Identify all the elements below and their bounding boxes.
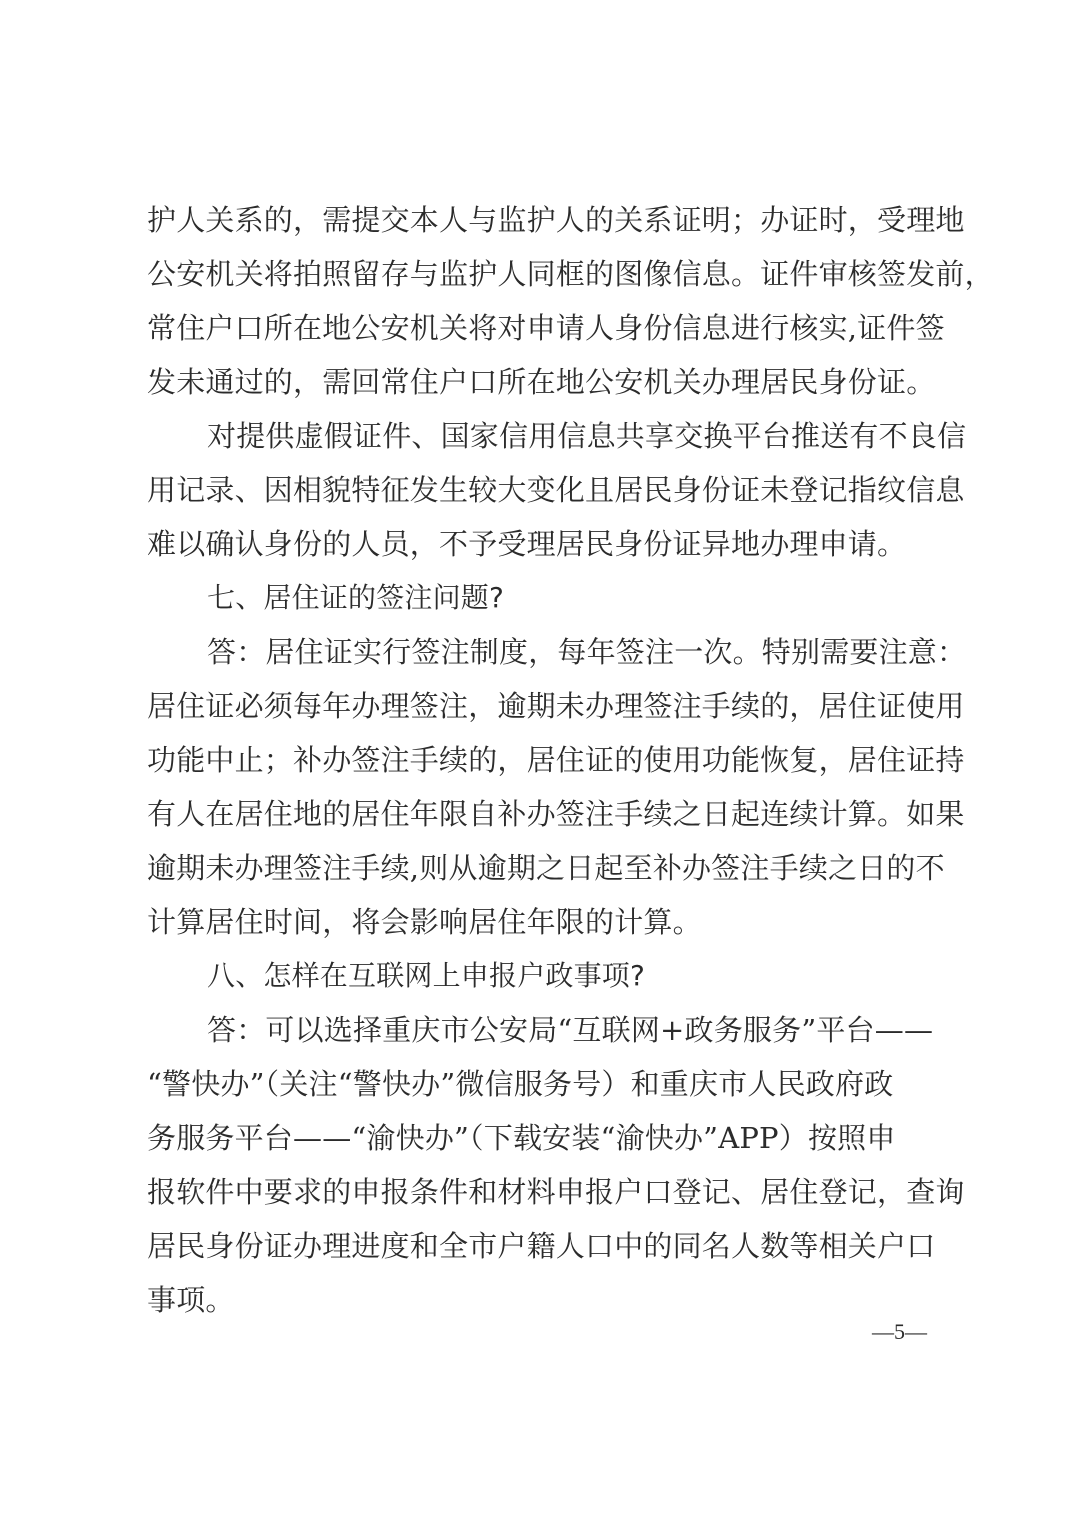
text-line: 居住证必须每年办理签注，逾期未办理签注手续的，居住证使用 <box>147 689 965 723</box>
text-line: 答：居住证实行签注制度，每年签注一次。特别需要注意： <box>207 635 967 669</box>
section-heading: 八、怎样在互联网上申报户政事项? <box>207 959 646 992</box>
page-number: —5— <box>872 1319 927 1344</box>
text-line: 居民身份证办理进度和全市户籍人口中的同名人数等相关户口 <box>147 1229 936 1263</box>
section-heading: 七、居住证的签注问题? <box>207 581 505 614</box>
text-line: 难以确认身份的人员，不予受理居民身份证异地办理申请。 <box>147 527 907 561</box>
body-text <box>147 193 994 1327</box>
text-line: 有人在居住地的居住年限自补办签注手续之日起连续计算。如果 <box>147 797 965 831</box>
text-line: 逾期未办理签注手续,则从逾期之日起至补办签注手续之日的不 <box>147 851 945 885</box>
text-line: 功能中止；补办签注手续的，居住证的使用功能恢复，居住证持 <box>147 743 965 777</box>
text-line: 发未通过的，需回常住户口所在地公安机关办理居民身份证。 <box>147 365 936 399</box>
text-line: 对提供虚假证件、国家信用信息共享交换平台推送有不良信 <box>207 419 967 453</box>
text-line: 报软件中要求的申报条件和材料申报户口登记、居住登记，查询 <box>147 1175 965 1209</box>
text-line: 公安机关将拍照留存与监护人同框的图像信息。证件审核签发前， <box>147 257 994 291</box>
text-line: 用记录、因相貌特征发生较大变化且居民身份证未登记指纹信息 <box>147 473 965 507</box>
text-line: 常住户口所在地公安机关将对申请人身份信息进行核实,证件签 <box>147 311 945 345</box>
text-line: 计算居住时间，将会影响居住年限的计算。 <box>147 905 702 939</box>
text-line: 务服务平台——“渝快办”（下载安装“渝快办”APP）按照申 <box>147 1121 896 1155</box>
text-line: 事项。 <box>147 1283 235 1317</box>
text-line: “警快办”（关注“警快办”微信服务号）和重庆市人民政府政 <box>147 1067 894 1101</box>
text-line: 护人关系的，需提交本人与监护人的关系证明；办证时，受理地 <box>147 203 965 237</box>
text-line: 答：可以选择重庆市公安局“互联网+政务服务”平台—— <box>207 1013 934 1047</box>
